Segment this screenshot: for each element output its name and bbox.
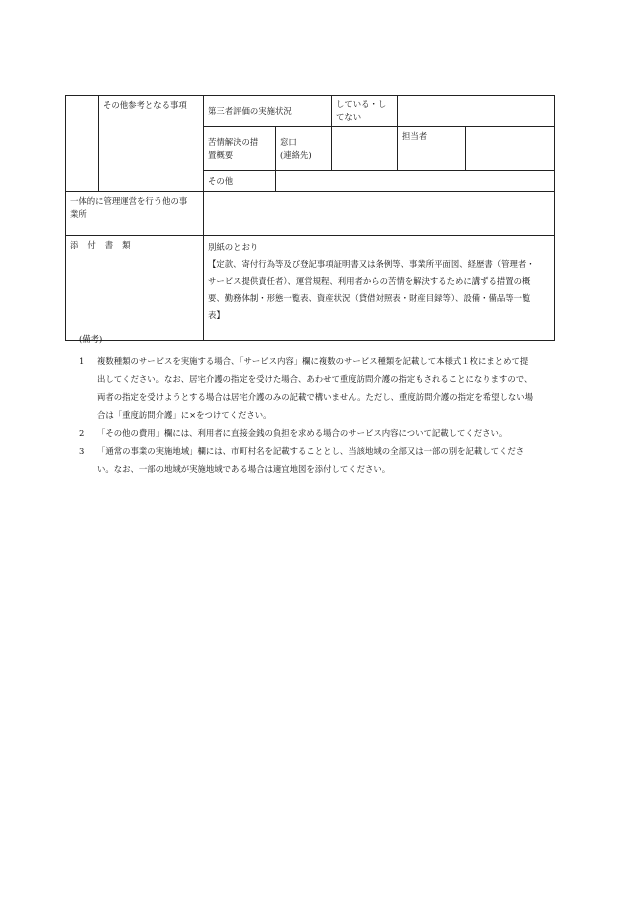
note-line: 出してください。なお、居宅介護の指定を受けた場合、あわせて重度訪問介護の指定もされることになりますので、 bbox=[97, 374, 533, 384]
table-row bbox=[66, 96, 555, 127]
note-item bbox=[65, 424, 560, 442]
third-party-evaluation-label: 第三者評価の実施状況 bbox=[204, 96, 332, 127]
attached-documents-line: 【定款、寄付行為等及び登記事項証明書又は条例等、事業所平面図、経歴書（管理者・ bbox=[208, 259, 535, 269]
note-line: 合は「重度訪問介護」に×をつけてください。 bbox=[97, 410, 272, 420]
table-row bbox=[66, 236, 555, 341]
attached-documents-line: サービス提供責任者）、運営規程、利用者からの苦情を解決するために講ずる措置の概 bbox=[208, 276, 531, 286]
note-text bbox=[97, 352, 560, 424]
complaint-resolution-label-line: 置概要 bbox=[208, 149, 234, 160]
notes-section bbox=[65, 330, 560, 478]
window-label bbox=[276, 127, 332, 171]
attached-documents-content bbox=[204, 236, 555, 341]
note-number: 1 bbox=[79, 356, 85, 366]
blank-cell bbox=[398, 96, 555, 127]
other-value-cell[interactable] bbox=[276, 171, 555, 192]
third-party-evaluation-value[interactable]: している・してない bbox=[332, 96, 398, 127]
window-value-cell[interactable] bbox=[332, 127, 398, 171]
note-line: い。なお、一部の地域が実施地域である場合は適宜地図を添付してください。 bbox=[97, 464, 391, 474]
contact-person-value-cell[interactable] bbox=[466, 127, 555, 171]
note-line: 複数種類のサービスを実施する場合、「サービス内容」欄に複数のサービス種類を記載して本様式１枚にまとめて提 bbox=[97, 356, 529, 366]
facility-info-table bbox=[65, 95, 555, 341]
window-label-line: (連絡先) bbox=[280, 149, 312, 160]
integrated-management-value-cell[interactable] bbox=[204, 192, 555, 236]
note-text bbox=[97, 424, 560, 442]
other-reference-label: その他参考となる事項 bbox=[99, 96, 204, 192]
blank-cell bbox=[66, 96, 99, 192]
note-line: 「通常の事業の実施地域」欄には、市町村名を記載することとし、当該地域の全部又は一部の別を記載してくださ bbox=[97, 446, 525, 456]
attached-documents-line: 要、勤務体制・形態一覧表、資産状況（貸借対照表・財産目録等）、設備・備品等一覧 bbox=[208, 293, 531, 303]
note-item bbox=[65, 352, 560, 424]
note-number: 2 bbox=[79, 428, 85, 438]
contact-person-label: 担当者 bbox=[398, 127, 466, 171]
attached-documents-label: 添付書類 bbox=[66, 236, 204, 341]
window-label-line: 窓口 bbox=[280, 136, 297, 147]
table-row bbox=[66, 192, 555, 236]
note-item bbox=[65, 442, 560, 478]
complaint-resolution-label bbox=[204, 127, 276, 171]
integrated-management-label-line: 業所 bbox=[70, 209, 87, 219]
notes-heading: (備考) bbox=[79, 334, 103, 344]
integrated-management-label bbox=[66, 192, 204, 236]
note-line: 「その他の費用」欄には、利用者に直接金銭の負担を求める場合のサービス内容について記載してください。 bbox=[97, 428, 508, 438]
other-label: その他 bbox=[204, 171, 276, 192]
note-line: 両者の指定を受けようとする場合は居宅介護のみの記載で構いません。ただし、重度訪問介護の指定を希望しない場 bbox=[97, 392, 533, 402]
note-text bbox=[97, 442, 560, 478]
attached-documents-line: 別紙のとおり bbox=[208, 242, 259, 252]
integrated-management-label-line: 一体的に管理運営を行う他の事 bbox=[70, 196, 188, 206]
note-number: 3 bbox=[79, 446, 85, 456]
attached-documents-line: 表】 bbox=[208, 310, 225, 320]
complaint-resolution-label-line: 苦情解決の措 bbox=[208, 136, 259, 147]
